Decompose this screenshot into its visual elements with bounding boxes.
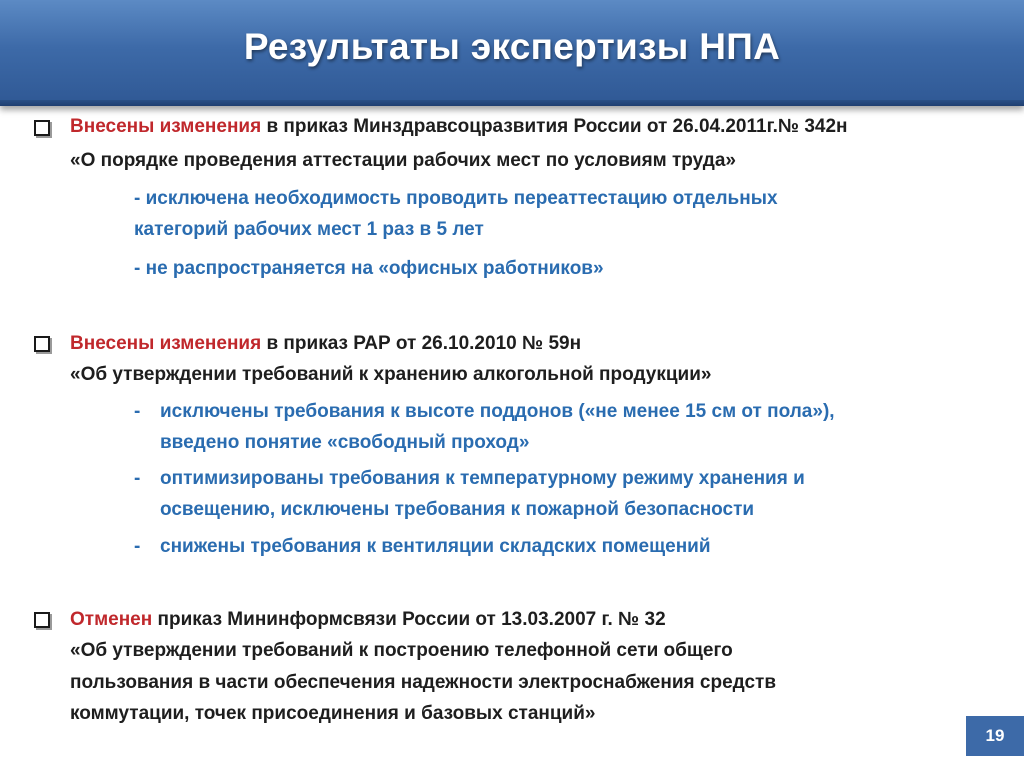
title-bar-edge: [0, 100, 1024, 106]
section-1-point-1: - исключена необходимость проводить переаттестацию отдельных: [134, 188, 778, 209]
section-2-dash-1: -: [134, 401, 141, 422]
section-3-line-1-rest: приказ Мининформсвязи России от 13.03.2007 г. № 32: [152, 609, 666, 630]
section-3-line-3: пользования в части обеспечения надежности электроснабжения средств: [70, 672, 776, 693]
section-1-line-1-rest: в приказ Минздравсоцразвития России от 26.04.2011г.№ 342н: [261, 116, 848, 137]
section-2-line-1-rest: в приказ РАР от 26.10.2010 № 59н: [261, 333, 582, 354]
checkbox-bullet-icon: [34, 120, 50, 136]
section-3-highlight: Отменен: [70, 609, 153, 630]
section-2-dash-2: -: [134, 468, 141, 489]
section-1-line-1: [70, 116, 848, 138]
section-2-highlight: Внесены изменения: [70, 333, 262, 354]
checkbox-bullet-icon: [34, 612, 50, 628]
section-3-line-4: коммутации, точек присоединения и базовых станций»: [70, 703, 596, 724]
section-2-point-2: оптимизированы требования к температурному режиму хранения и: [160, 468, 805, 489]
page-number: 19: [966, 716, 1024, 756]
checkbox-bullet-icon: [34, 336, 50, 352]
section-2-line-1: [70, 333, 581, 355]
section-3-line-1: [70, 609, 666, 631]
section-2-point-1-cont: введено понятие «свободный проход»: [160, 432, 530, 453]
section-2-point-2-cont: освещению, исключены требования к пожарной безопасности: [160, 499, 755, 520]
section-1-point-2: - не распространяется на «офисных работников»: [134, 258, 604, 279]
slide-title: Результаты экспертизы НПА: [243, 26, 781, 67]
section-1-point-1-cont: категорий рабочих мест 1 раз в 5 лет: [134, 219, 484, 240]
title-bar: [0, 0, 1024, 106]
section-2-dash-3: -: [134, 536, 141, 557]
section-2-point-3: снижены требования к вентиляции складских помещений: [160, 536, 711, 557]
section-2-point-1: исключены требования к высоте поддонов («не менее 15 см от пола»),: [160, 401, 835, 422]
section-3-line-2: «Об утверждении требований к построению телефонной сети общего: [70, 640, 733, 661]
section-1-highlight: Внесены изменения: [70, 116, 262, 137]
section-2-line-2: «Об утверждении требований к хранению алкогольной продукции»: [70, 364, 712, 385]
section-1-line-2: «О порядке проведения аттестации рабочих мест по условиям труда»: [70, 150, 736, 171]
